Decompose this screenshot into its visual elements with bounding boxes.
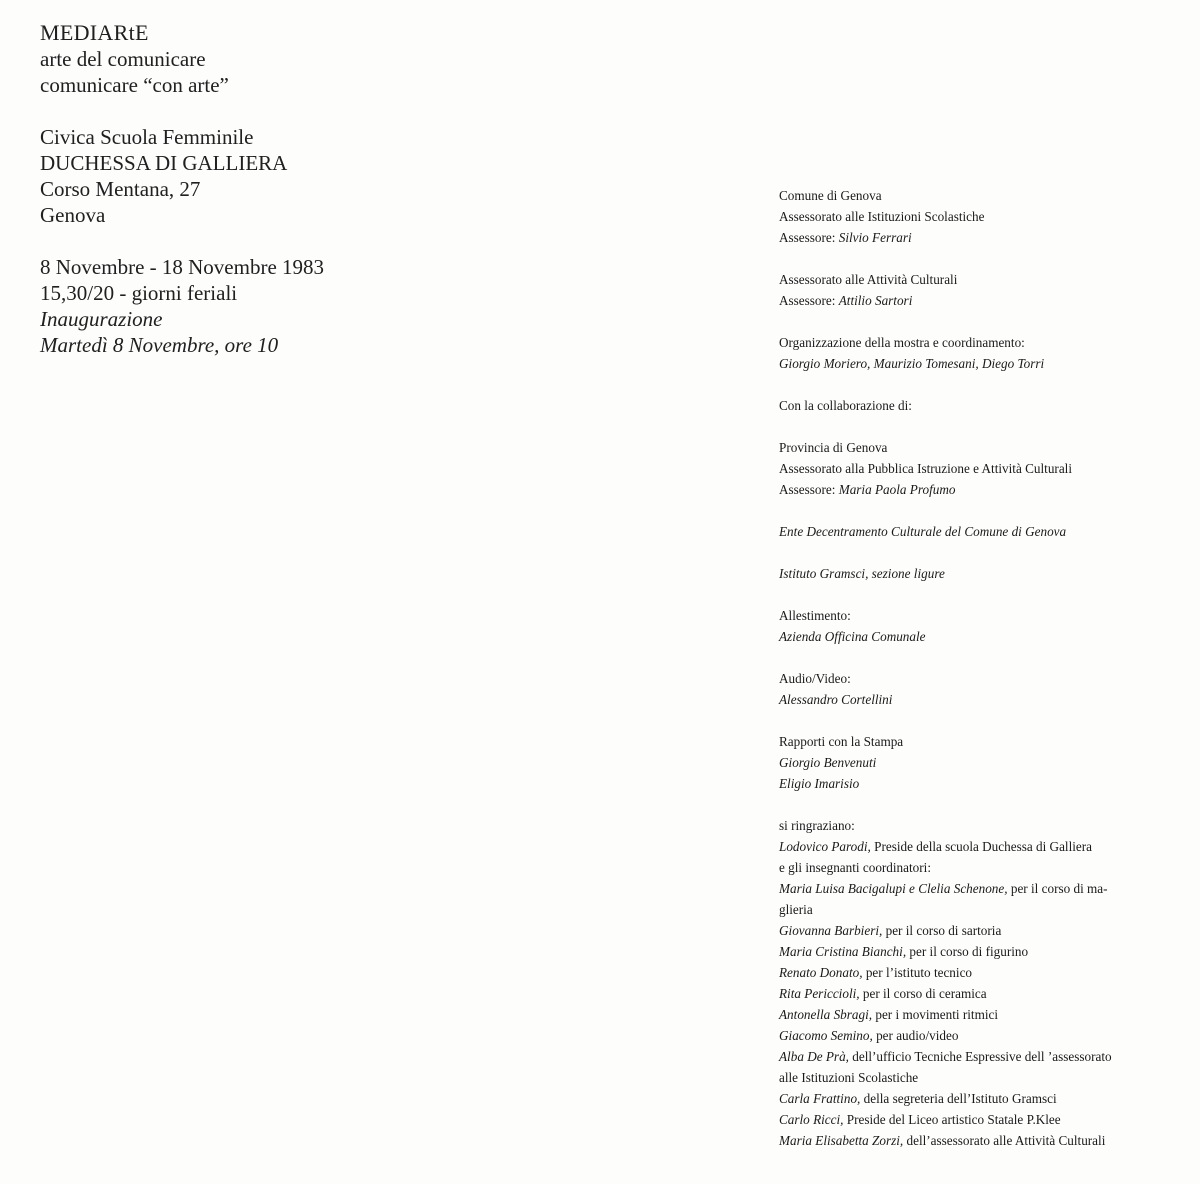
credit-comune: Comune di Genova [779,188,882,203]
thanks-row-role: della segreteria dell’Istituto Gramsci [860,1091,1057,1106]
thanks-row [779,1046,1179,1067]
credit-stampa-name-2: Eligio Imarisio [779,776,860,791]
thanks-row-name: Carla Frattino, [779,1091,861,1106]
credit-assessorato-scolastiche: Assessorato alle Istituzioni Scolastiche [779,209,985,224]
thanks-row [779,1109,1179,1130]
thanks-row-role: per audio/video [872,1028,959,1043]
credit-collaborazione-label: Con la collaborazione di: [779,398,912,413]
thanks-row [779,878,1179,899]
thanks-row-name: Giovanna Barbieri, [779,923,883,938]
credit-provincia: Provincia di Genova [779,440,888,455]
thanks-row-name: Carlo Ricci, [779,1112,844,1127]
thanks-row [779,1004,1179,1025]
subtitle-line-2: comunicare “con arte” [40,73,229,97]
thanks-row-role: alle Istituzioni Scolastiche [779,1070,919,1085]
credit-audio-name: Alessandro Cortellini [779,692,893,707]
thanks-row-name: Antonella Sbragi, [779,1007,873,1022]
credit-assessore-1: Assessore: Silvio Ferrari [779,230,912,245]
venue-line-1: Civica Scuola Femminile [40,125,254,149]
thanks-row-role: per i movimenti ritmici [872,1007,999,1022]
thanks-row [779,920,1179,941]
thanks-row [779,899,1179,920]
credit-stampa-label: Rapporti con la Stampa [779,734,904,749]
venue-line-4: Genova [40,203,106,227]
thanks-row-role: Preside della scuola Duchessa di Galliera [870,839,1093,854]
thanks-row-role: per il corso di ma- [1007,881,1108,896]
credit-stampa-name-1: Giorgio Benvenuti [779,755,877,770]
left-column [40,20,460,384]
thanks-row-name: Maria Luisa Bacigalupi e Clelia Schenone, [779,881,1008,896]
opening-date: Martedì 8 Novembre, ore 10 [40,333,279,357]
venue-line-3: Corso Mentana, 27 [40,177,201,201]
credit-ente: Ente Decentramento Culturale del Comune di Genova [779,524,1067,539]
schedule-dates: 8 Novembre - 18 Novembre 1983 [40,255,325,279]
venue-line-2: DUCHESSA DI GALLIERA [40,151,288,175]
thanks-row-role: per il corso di figurino [906,944,1029,959]
thanks-row-name: Rita Periccioli, [779,986,860,1001]
credit-assessorato-culturali: Assessorato alle Attività Culturali [779,272,958,287]
header-block [40,20,460,98]
thanks-row [779,1130,1179,1151]
thanks-row-name: Maria Elisabetta Zorzi, [779,1133,904,1148]
thanks-row [779,857,1179,878]
thanks-row-role: per l’istituto tecnico [862,965,973,980]
credit-gramsci: Istituto Gramsci, sezione ligure [779,566,945,581]
credit-allestimento-name: Azienda Officina Comunale [779,629,926,644]
thanks-list [779,836,1179,1151]
thanks-row-role: per il corso di ceramica [859,986,987,1001]
credit-organizzazione-label: Organizzazione della mostra e coordinamento: [779,335,1025,350]
thanks-row-role: dell’ufficio Tecniche Espressive dell ’assessorato [848,1049,1112,1064]
venue-block [40,124,460,228]
thanks-row-role: per il corso di sartoria [882,923,1002,938]
thanks-row [779,983,1179,1004]
opening-label: Inaugurazione [40,307,163,331]
thanks-row-name: Renato Donato, [779,965,863,980]
thanks-row [779,1025,1179,1046]
credits-column [779,185,1179,1151]
thanks-row-name: Lodovico Parodi, [779,839,871,854]
thanks-row-role: Preside del Liceo artistico Statale P.Klee [843,1112,1061,1127]
subtitle-line-1: arte del comunicare [40,47,206,71]
thanks-row [779,1088,1179,1109]
schedule-hours: 15,30/20 - giorni feriali [40,281,238,305]
credit-allestimento-label: Allestimento: [779,608,851,623]
page-title: MEDIARtE [40,20,149,45]
thanks-row-name: Giacomo Semino, [779,1028,873,1043]
credit-organizzazione-names: Giorgio Moriero, Maurizio Tomesani, Diego Torri [779,356,1045,371]
thanks-row [779,941,1179,962]
schedule-block [40,254,460,358]
thanks-row-role: dell’assessorato alle Attività Culturali [903,1133,1106,1148]
thanks-row [779,962,1179,983]
credit-audio-label: Audio/Video: [779,671,851,686]
thanks-heading: si ringraziano: [779,818,855,833]
credit-assessore-2: Assessore: Attilio Sartori [779,293,913,308]
thanks-row [779,1067,1179,1088]
thanks-row [779,836,1179,857]
credit-assessore-3: Assessore: Maria Paola Profumo [779,482,956,497]
thanks-row-role: glieria [779,902,813,917]
credit-assessorato-provincia: Assessorato alla Pubblica Istruzione e Attività Culturali [779,461,1072,476]
thanks-row-role: e gli insegnanti coordinatori: [779,860,931,875]
thanks-row-name: Alba De Prà, [779,1049,849,1064]
thanks-row-name: Maria Cristina Bianchi, [779,944,907,959]
